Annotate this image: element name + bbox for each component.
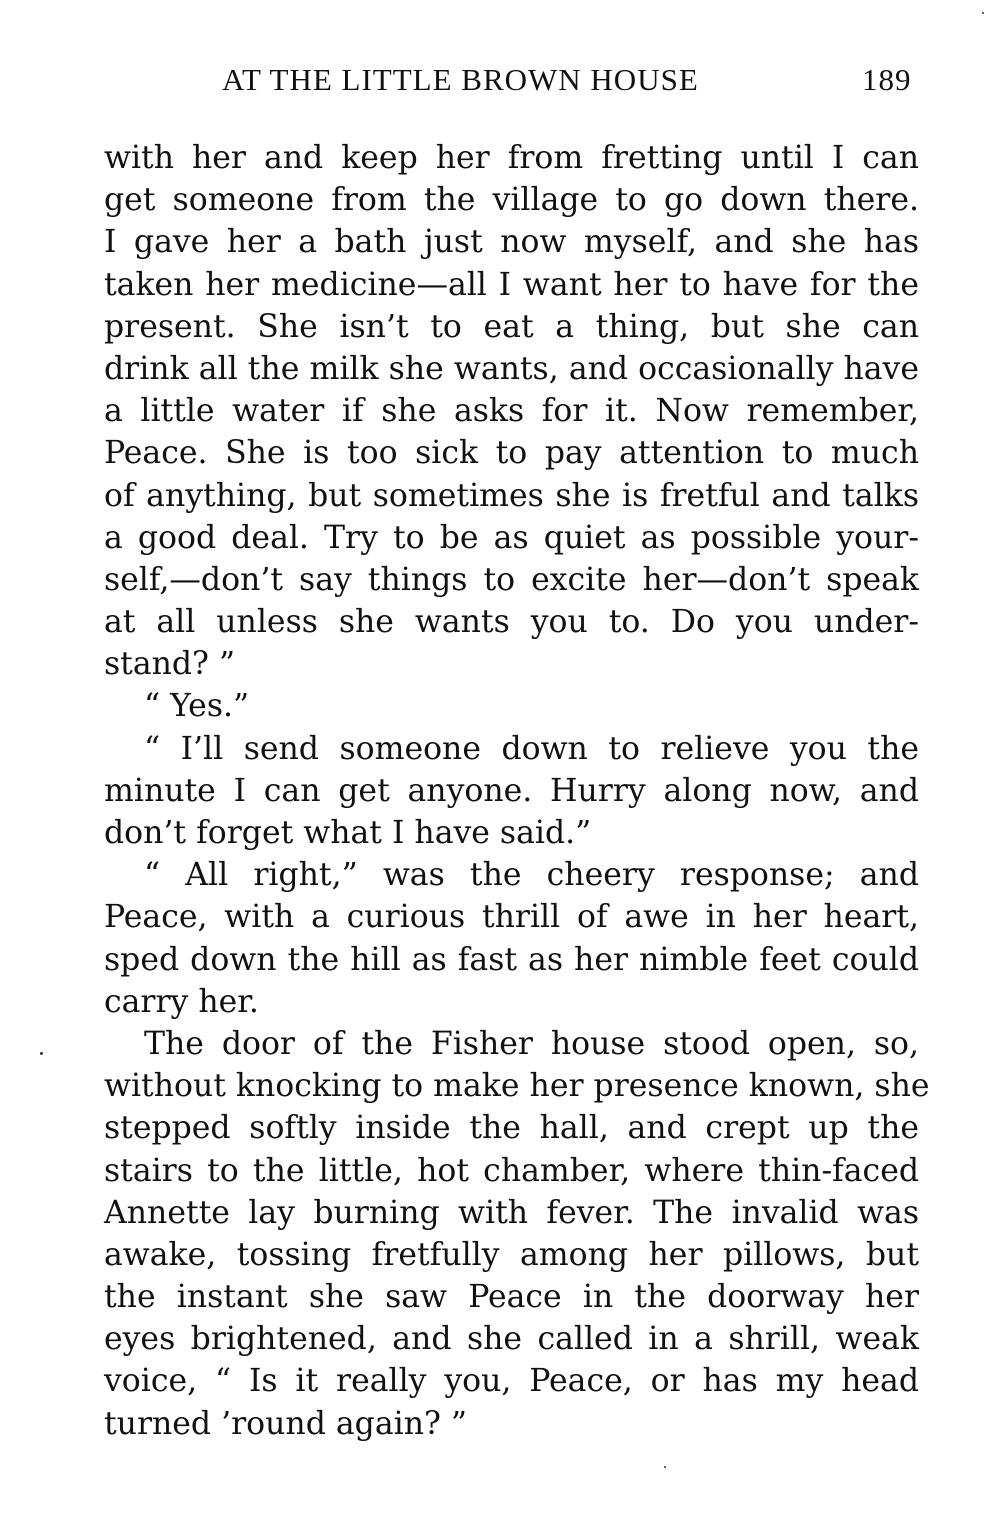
text-line: a little water if she asks for it. Now remember, [104, 393, 919, 430]
running-title: AT THE LITTLE BROWN HOUSE [222, 62, 699, 97]
text-line: carry her. [104, 983, 259, 1020]
text-line: sped down the hill as fast as her nimble feet could [104, 941, 919, 978]
text-line: Peace. She is too sick to pay attention to much [104, 435, 919, 472]
text-line: minute I can get anyone. Hurry along now, and [104, 772, 919, 809]
text-line: present. She isn’t to eat a thing, but she can [104, 308, 919, 345]
print-speck [982, 12, 984, 14]
text-line: awake, tossing fretfully among her pillows, but [104, 1236, 919, 1273]
text-line: at all unless she wants you to. Do you under- [104, 604, 919, 641]
text-line: the instant she saw Peace in the doorway her [104, 1279, 919, 1316]
text-line: without knocking to make her presence known, she [104, 1068, 930, 1105]
text-line: stand? ” [104, 646, 236, 683]
text-line: stairs to the little, hot chamber, where thin-faced [104, 1152, 919, 1189]
print-speck [40, 1052, 43, 1055]
text-line: get someone from the village to go down there. [104, 182, 919, 219]
text-line: Annette lay burning with fever. The invalid was [104, 1194, 919, 1231]
print-speck [664, 1466, 666, 1468]
text-line: Peace, with a curious thrill of awe in her heart, [104, 899, 919, 936]
text-line: voice, “ Is it really you, Peace, or has my head [104, 1363, 919, 1400]
text-line: “ I’ll send someone down to relieve you the [144, 730, 919, 767]
text-line: turned ’round again? ” [104, 1405, 467, 1442]
text-line: drink all the milk she wants, and occasionally have [104, 350, 919, 387]
text-line: a good deal. Try to be as quiet as possible your- [104, 519, 919, 556]
page-number: 189 [862, 62, 912, 97]
running-header [0, 62, 1000, 106]
text-line: eyes brightened, and she called in a shrill, weak [104, 1321, 919, 1358]
text-line: “ All right,” was the cheery response; and [144, 857, 919, 894]
text-line: stepped softly inside the hall, and crept up the [104, 1110, 919, 1147]
text-line: with her and keep her from fretting until I can [104, 140, 919, 176]
text-line: “ Yes.” [144, 688, 250, 725]
text-line: taken her medicine—all I want her to have for the [104, 266, 919, 303]
text-line: The door of the Fisher house stood open, so, [144, 1025, 919, 1062]
body-text [104, 137, 930, 1445]
text-line: don’t forget what I have said.” [104, 815, 592, 851]
text-line: self,—don’t say things to excite her—don’t speak [104, 561, 919, 598]
text-line: of anything, but sometimes she is fretful and talks [104, 477, 919, 514]
text-line: I gave her a bath just now myself, and she has [104, 224, 919, 261]
